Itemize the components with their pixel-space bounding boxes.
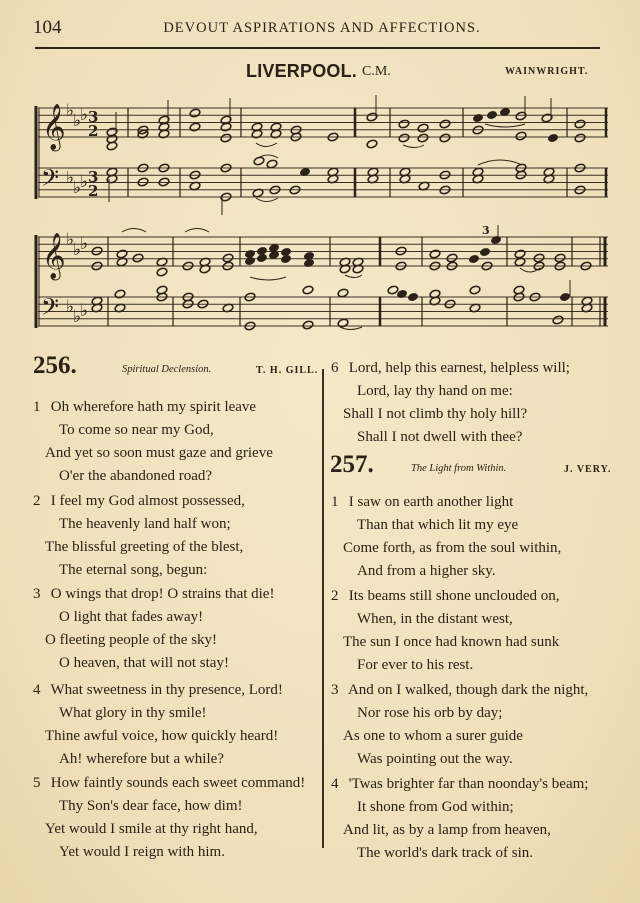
verse-line: O light that fades away! bbox=[59, 609, 204, 625]
verse-line: Was pointing out the way. bbox=[357, 751, 513, 767]
svg-text:♭: ♭ bbox=[80, 234, 89, 254]
svg-text:♭: ♭ bbox=[66, 297, 75, 317]
verse-line: Shall I not dwell with thee? bbox=[357, 429, 523, 445]
verse-line: It shone from God within; bbox=[357, 799, 514, 815]
verse: 1 Oh wherefore hath my spirit leave To come so near my God, And yet so soon must gaze and grieve O'er the abandoned road? bbox=[33, 396, 273, 488]
flat-signs bbox=[66, 101, 88, 327]
svg-text:♭: ♭ bbox=[66, 101, 75, 121]
music-score bbox=[0, 85, 640, 345]
svg-text:♭: ♭ bbox=[80, 172, 89, 192]
verse-line: The heavenly land half won; bbox=[59, 516, 231, 532]
page-number: 104 bbox=[33, 17, 62, 38]
verse-line: And lit, as by a lamp from heaven, bbox=[343, 822, 551, 838]
bass-clef-icon: 𝄢 bbox=[41, 164, 60, 197]
verse-line: How faintly sounds each sweet command! bbox=[50, 775, 306, 791]
hymn-author: T. H. GILL. bbox=[256, 365, 319, 376]
column-divider bbox=[322, 369, 324, 848]
verse-line: And yet so soon must gaze and grieve bbox=[45, 445, 273, 461]
verse-line: Lord, help this earnest, helpless will; bbox=[348, 360, 570, 376]
verse-line: The blissful greeting of the blest, bbox=[45, 539, 244, 555]
verse-line: O fleeting people of the sky! bbox=[45, 632, 218, 648]
header-rule bbox=[35, 47, 600, 49]
verse: 2 I feel my God almost possessed, The heavenly land half won; The blissful greeting of the blest, The eternal song, begun: bbox=[33, 490, 245, 582]
svg-text:♭: ♭ bbox=[80, 105, 89, 125]
tune-composer: WAINWRIGHT. bbox=[505, 66, 589, 77]
treble-clef-icon: 𝄞 bbox=[42, 104, 66, 150]
verse: 4 'Twas brighter far than noonday's beam; It shone from God within; And lit, as by a lamp from heaven, The world's dark track of sin. bbox=[331, 773, 588, 865]
verse-line: Thine awful voice, how quickly heard! bbox=[45, 728, 279, 744]
hymn-number: 257. bbox=[330, 451, 374, 478]
verse-line: The world's dark track of sin. bbox=[357, 845, 533, 861]
barlines bbox=[108, 108, 606, 326]
verse-line: And from a higher sky. bbox=[357, 563, 496, 579]
verse-line: As one to whom a surer guide bbox=[343, 728, 523, 744]
verse-line: I feel my God almost possessed, bbox=[50, 493, 245, 509]
running-title: DEVOUT ASPIRATIONS AND AFFECTIONS. bbox=[163, 20, 481, 36]
verse-line: When, in the distant west, bbox=[357, 611, 513, 627]
tune-name: LIVERPOOL. bbox=[246, 61, 358, 81]
verse: 2 Its beams still shone unclouded on, When, in the distant west, The sun I once had known had sunk For ever to his rest. bbox=[331, 585, 560, 677]
tune-meter: C.M. bbox=[362, 64, 391, 79]
treble-clef-icon: 𝄞 bbox=[42, 233, 66, 279]
verse-line: What glory in thy smile! bbox=[59, 705, 207, 721]
svg-text:♭: ♭ bbox=[73, 240, 82, 260]
verse-line: And on I walked, though dark the night, bbox=[347, 682, 589, 698]
bass-clef-icon: 𝄢 bbox=[41, 293, 60, 326]
svg-text:♭: ♭ bbox=[73, 307, 82, 327]
verse-line: To come so near my God, bbox=[59, 422, 214, 438]
verse-line: Shall I not climb thy holy hill? bbox=[343, 406, 528, 422]
system-brackets bbox=[36, 106, 39, 328]
verse: 4 What sweetness in thy presence, Lord! What glory in thy smile! Thine awful voice, how quickly heard! Ah! wherefore but a while? bbox=[33, 679, 283, 771]
svg-text:♭: ♭ bbox=[66, 168, 75, 188]
hymn-number: 256. bbox=[33, 352, 77, 379]
verse-line: I saw on earth another light bbox=[348, 494, 514, 510]
verse-line: The sun I once had known had sunk bbox=[343, 634, 560, 650]
verse-line: Ah! wherefore but a while? bbox=[59, 751, 224, 767]
verse-line: O'er the abandoned road? bbox=[59, 468, 213, 484]
verse-line: Nor rose his orb by day; bbox=[357, 705, 503, 721]
verse-line: Oh wherefore hath my spirit leave bbox=[50, 399, 257, 415]
verse: 3 And on I walked, though dark the night, Nor rose his orb by day; As one to whom a surer guide Was pointing out the way. bbox=[331, 679, 588, 771]
verse-line: O heaven, that will not stay! bbox=[59, 655, 229, 671]
verse-line: The eternal song, begun: bbox=[59, 562, 208, 578]
hymn-title: Spiritual Declension. bbox=[122, 364, 212, 375]
svg-text:♭: ♭ bbox=[66, 230, 75, 250]
hymn-title: The Light from Within. bbox=[411, 463, 507, 474]
clefs bbox=[41, 101, 98, 327]
verse-line: Thy Son's dear face, how dim! bbox=[59, 798, 243, 814]
svg-text:2: 2 bbox=[88, 122, 99, 140]
verse-line: 'Twas brighter far than noonday's beam; bbox=[348, 776, 589, 792]
verse: 6 Lord, help this earnest, helpless will; Lord, lay thy hand on me: Shall I not climb thy holy hill? Shall I not dwell with thee? bbox=[331, 357, 570, 449]
verse-line: Come forth, as from the soul within, bbox=[343, 540, 562, 556]
svg-text:♭: ♭ bbox=[73, 111, 82, 131]
svg-text:3: 3 bbox=[88, 108, 99, 126]
time-signature bbox=[88, 108, 98, 200]
triplet-marking: 3 bbox=[482, 224, 490, 237]
verse-line: What sweetness in thy presence, Lord! bbox=[50, 682, 283, 698]
verse: 5 How faintly sounds each sweet command! Thy Son's dear face, how dim! Yet would I smile at thy right hand, Yet would I reign with him. bbox=[33, 772, 305, 864]
verse-line: O wings that drop! O strains that die! bbox=[50, 586, 275, 602]
svg-text:♭: ♭ bbox=[73, 178, 82, 198]
verse-line: For ever to his rest. bbox=[357, 657, 474, 673]
verse-line: Yet would I smile at thy right hand, bbox=[45, 821, 258, 837]
verse: 3 O wings that drop! O strains that die! O light that fades away! O fleeting people of the sky! O heaven, that will not stay! bbox=[33, 583, 274, 675]
svg-text:3: 3 bbox=[88, 168, 99, 186]
verse-line: Than that which lit my eye bbox=[357, 517, 519, 533]
verse: 1 I saw on earth another light Than that which lit my eye Come forth, as from the soul within, And from a higher sky. bbox=[331, 491, 561, 583]
hymn-author: J. VERY. bbox=[564, 464, 612, 475]
verse-line: Its beams still shone unclouded on, bbox=[348, 588, 560, 604]
verse-line: Yet would I reign with him. bbox=[59, 844, 225, 860]
svg-text:♭: ♭ bbox=[80, 301, 89, 321]
verse-line: Lord, lay thy hand on me: bbox=[357, 383, 513, 399]
svg-text:2: 2 bbox=[88, 182, 99, 200]
